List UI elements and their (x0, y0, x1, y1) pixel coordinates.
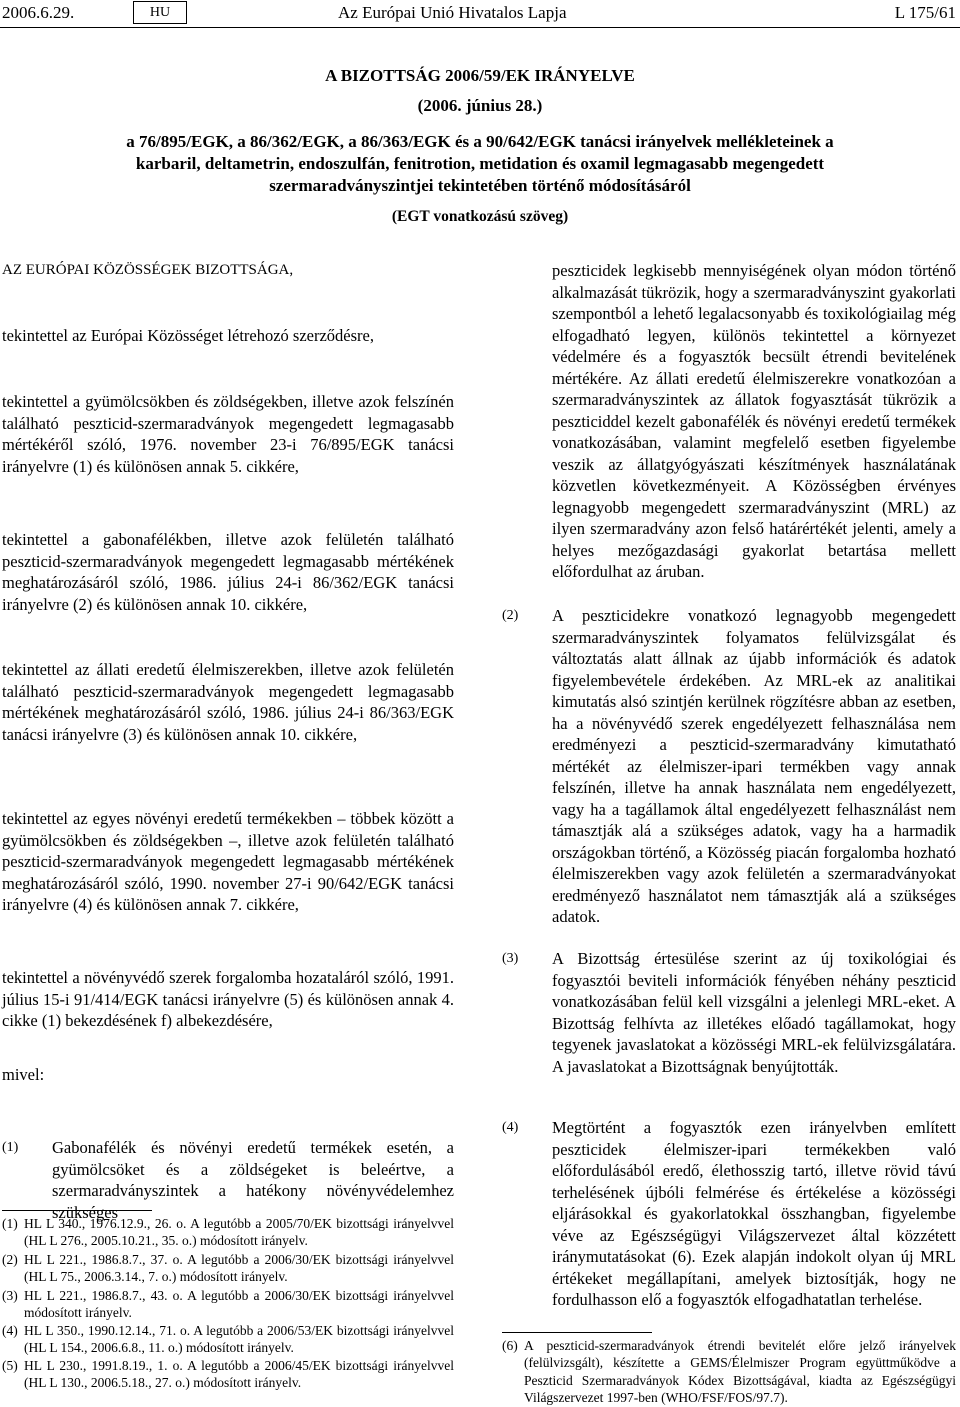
footnote-text: A peszticid-szermaradványok étrendi bevitelét előre jelző irányelvek (felülvizsgált), készítette a GEMS/Élelmiszer Program együttműködve a Peszticid Szermaradványok Kódex Bizottságával, kiadta az Egészségügyi Világszervezet 1997-ben (WHO/FSF/FOS/97.7). (524, 1338, 956, 1406)
recital-1-continued: peszticidek legkisebb mennyiségének olyan módon történő alkalmazását tükrözik, hogy a szermaradványszint gyakorlati szempontból a lehető legalacsonyabb és toxikológiailag még elfogadható legyen, különös tekintettel a környezet védelmére és a fogyasztók becsült étrendi bevitelének mértékére. Az állati eredetű élelmiszerekre vonatkozóan a szermaradványszintek az állatok fogyasztását tükrözik a peszticiddel kezelt gabonafélék és növényi eredetű termékek vonatkozásában, valamint megfelelő esetben figyelembe veszik az állatgyógyászati készítmények használatának közvetlen következményeit. A Közösségben érvényes legnagyobb megengedett szermaradványszint (MRL) az ilyen szermaradvány azon felső határértékét jelenti, amely a helyes mezőgazdasági gyakorlat betartása mellett előfordulhat az áruban. (552, 261, 956, 581)
egt-note: (EGT vonatkozású szöveg) (391, 208, 569, 225)
recital-86-363: tekintettel az állati eredetű élelmiszerekben, illetve azok felületén található peszticid-szermaradványok megengedett legmagasabb mértékének meghatározásáról szóló, 1986. július 24-i 86/363/EGK tanácsi irányelvre (3) és különösen annak 10. cikkére, (2, 660, 454, 744)
footnote-number: (5) (2, 1358, 18, 1373)
item-text: A peszticidekre vonatkozó legnagyobb megengedett szermaradványszintek folyamatos felülvizsgálat és változtatás alatt állnak az újabb információk és adatok figyelembevétele érdekében. Az MRL-ek az analitikai kimutatás alsó szintjén kerülnek rögzítésre abban az esetben, ha a növényvédő szerek engedélyezett felhasználása nem eredményezi a peszticid-szermaradvány kimutatható mértékét az élelmiszer-ipari termékben vagy annak felszínén, illetve ha annak használata nem engedélyezett, vagy ha a tagállamok által engedélyezett felhasználást nem támasztják alá a szükséges adatok, vagy ha a harmadik országokban történő, a Közösség piacán forgalomba hozható élelmiszerekben vagy azok felületén a szermaradványokat eredményező használatot nem támasztják alá a szükséges adatok. (552, 606, 956, 926)
list-item (502, 605, 956, 926)
institution-heading: AZ EURÓPAI KÖZÖSSÉGEK BIZOTTSÁGA, (2, 262, 294, 278)
footnote-number: (1) (2, 1216, 18, 1231)
footnote-text: HL L 221., 1986.8.7., 37. o. A legutóbb a 2006/30/EK bizottsági irányelvvel (HL L 75., 2006.3.14., 7. o.) módosított irányelv. (24, 1252, 454, 1285)
footnote-text: HL L 340., 1976.12.9., 26. o. A legutóbb a 2005/70/EK bizottsági irányelvvel (HL L 276., 2005.10.21., 35. o.) módosított irányelv. (24, 1216, 454, 1249)
footnote-number: (3) (2, 1288, 18, 1303)
whereas-label: mivel: (2, 1065, 45, 1084)
footnote (2, 1251, 454, 1287)
header-date: 2006.6.29. (2, 3, 75, 22)
footnote-number: (2) (2, 1252, 18, 1267)
footnote-rule (502, 1332, 652, 1333)
document-date: (2006. június 28.) (417, 96, 543, 115)
footnote-number: (6) (502, 1338, 518, 1353)
list-item (502, 1117, 956, 1327)
footnote-rule (2, 1210, 152, 1211)
journal-title: Az Európai Unió Hivatalos Lapja (338, 3, 567, 22)
item-number: (4) (502, 1120, 519, 1135)
item-number: (3) (502, 951, 519, 966)
recital-91-414: tekintettel a növényvédő szerek forgalomba hozataláról szóló, 1991. július 15-i 91/414/EGK tanácsi irányelvre (5) és különösen annak 4. cikke (1) bekezdésének f) albekezdésére, (2, 968, 454, 1030)
subject-line-3: szermaradványszintjei tekintetében történő módosításáról (269, 176, 691, 195)
footnote (2, 1357, 454, 1393)
page-number: L 175/61 (894, 3, 956, 22)
document-title: A BIZOTTSÁG 2006/59/EK IRÁNYELVE (325, 66, 635, 85)
footnote-number: (4) (2, 1323, 18, 1338)
recital-treaty: tekintettel az Európai Közösséget létrehozó szerződésre, (2, 326, 374, 345)
footnote-text: HL L 350., 1990.12.14., 71. o. A legutóbb a 2006/53/EK bizottsági irányelvvel (HL L 154., 2006.6.8., 11. o.) módosított irányelv. (24, 1323, 454, 1356)
footnote-text: HL L 230., 1991.8.19., 1. o. A legutóbb a 2006/45/EK bizottsági irányelvvel (HL L 130., 2006.5.18., 27. o.) módosított irányelv. (24, 1358, 454, 1391)
item-text: Gabonafélék és növényi eredetű termékek esetén, a gyümölcsöket és a zöldségeket is beleértve, a szermaradványszintek a hatékony növényvédelemhez szükséges (52, 1138, 454, 1222)
item-number: (1) (2, 1140, 19, 1155)
subject-line-2: karbaril, deltametrin, endoszulfán, fenitrotion, metidation és oxamil legmagasabb megengedett (135, 154, 825, 173)
footnote (2, 1322, 454, 1358)
header-rule (0, 27, 960, 28)
language-badge: HU (133, 1, 187, 24)
recital-90-642: tekintettel az egyes növényi eredetű termékekben – többek között a gyümölcsökben és zöldségekben –, illetve azok felületén található peszticid-szermaradványok megengedett legmagasabb mértékének meghatározásáról szóló, 1990. november 27-i 90/642/EGK tanácsi irányelvre (4) és különösen annak 7. cikkére, (2, 809, 454, 914)
footnote (2, 1287, 454, 1323)
list-item (502, 948, 956, 1098)
list-item (2, 1137, 454, 1222)
subject-line-1: a 76/895/EGK, a 86/362/EGK, a 86/363/EGK és a 90/642/EGK tanácsi irányelvek mellékleteinek a (126, 132, 834, 151)
item-text: A Bizottság értesülése szerint az új toxikológiai és fogyasztói beviteli információk fényében néhány peszticid vonatkozásában felül kell vizsgálni a jelenlegi MRL-eket. A Bizottság felhívta az illetékes előadó tagállamokat, hogy tegyenek javaslatokat a közösségi MRL-ek felülvizsgálatára. A javaslatokat a Bizottságnak benyújtották. (552, 949, 956, 1076)
item-number: (2) (502, 608, 519, 623)
item-text: Megtörtént a fogyasztók ezen irányelvben említett peszticidek élelmiszer-ipari termékekben való előfordulásából eredő, élethosszig tartó, illetve rövid távú terhelésének újbóli felmérése és értékelése a közösségi eljárásokkal és gyakorlatokkal összhangban, figyelembe véve az Egészségügyi Világszervezet által közzétett iránymutatásokat (6). Ezek alapján indokolt olyan új MRL értékeket megállapítani, amelyek biztosítják, hogy ne fordulhasson elő a fogyasztók elfogadhatatlan terhelése. (552, 1118, 956, 1309)
recital-86-362: tekintettel a gabonafélékben, illetve azok felületén található peszticid-szermaradványok megengedett legmagasabb mértékének meghatározásáról szóló, 1986. július 24-i 86/362/EGK tanácsi irányelvre (2) és különösen annak 10. cikkére, (2, 530, 454, 614)
recital-76-895: tekintettel a gyümölcsökben és zöldségekben, illetve azok felszínén található peszticid-szermaradványok megengedett legmagasabb mértékéről szóló, 1976. november 23-i 76/895/EGK tanácsi irányelvre (1) és különösen annak 5. cikkére, (2, 392, 454, 476)
footnote-text: HL L 221., 1986.8.7., 43. o. A legutóbb a 2006/30/EK bizottsági irányelvvel módosított irányelv. (24, 1288, 454, 1321)
footnote (2, 1215, 454, 1251)
footnote (502, 1337, 956, 1406)
